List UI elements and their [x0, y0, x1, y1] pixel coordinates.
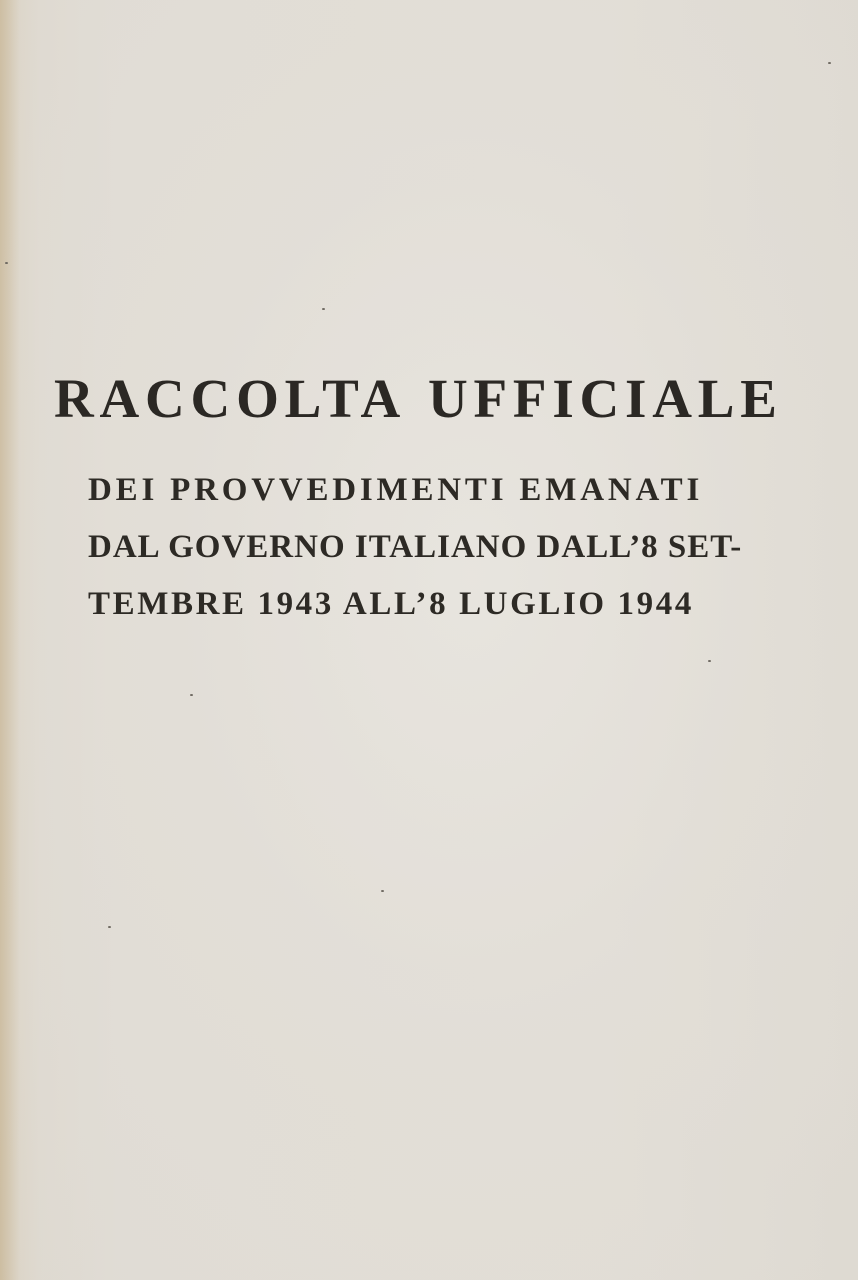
- document-title: [54, 364, 814, 434]
- subtitle-line-1: DEI PROVVEDIMENTI EMANATI: [88, 472, 704, 508]
- subtitle-line-3: TEMBRE 1943 ALL’8 LUGLIO 1944: [88, 586, 694, 622]
- title-word-2: UFFICIALE: [428, 368, 783, 429]
- paper-speck: [708, 660, 711, 662]
- paper-speck: [381, 890, 384, 892]
- paper-speck: [108, 926, 111, 928]
- paper-speck: [5, 262, 8, 264]
- title-word-1: RACCOLTA: [54, 368, 407, 429]
- subtitle-line-2: DAL GOVERNO ITALIANO DALL’8 SET-: [88, 529, 743, 565]
- paper-speck: [190, 694, 193, 696]
- document-subtitle: [88, 462, 788, 633]
- paper-speck: [828, 62, 831, 64]
- paper-speck: [322, 308, 325, 310]
- page-edge-shadow: [0, 0, 20, 1280]
